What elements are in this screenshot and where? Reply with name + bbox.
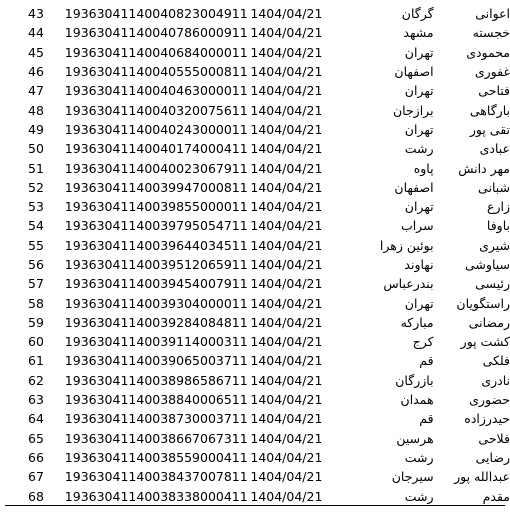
date-cell: 1404/04/21	[250, 160, 323, 176]
tracking-code-cell: 19363041140039855000011	[64, 199, 248, 215]
row-number-cell: 59	[28, 314, 44, 330]
surname-cell: زارع	[486, 199, 510, 215]
table-row	[4, 81, 510, 100]
tracking-code-cell: 19363041140039947000811	[64, 179, 248, 195]
tracking-code-cell: 19363041140040023067911	[64, 160, 248, 176]
date-cell: 1404/04/21	[250, 141, 323, 157]
city-cell: رشت	[404, 141, 434, 157]
tracking-code-cell: 19363041140038559000411	[64, 449, 248, 465]
surname-cell: عبادی	[479, 141, 510, 157]
table-row	[4, 313, 510, 332]
table-row	[4, 236, 510, 255]
city-cell: مبارکه	[400, 314, 434, 330]
row-number-cell: 64	[28, 411, 44, 427]
date-cell: 1404/04/21	[250, 83, 323, 99]
row-number-cell: 53	[28, 199, 44, 215]
city-cell: همدان	[400, 392, 434, 408]
surname-cell: رئیسی	[475, 276, 510, 292]
surname-cell: حضوری	[469, 392, 510, 408]
date-cell: 1404/04/21	[250, 392, 323, 408]
row-number-cell: 63	[28, 392, 44, 408]
table-row	[4, 62, 510, 81]
table-row	[4, 43, 510, 62]
row-number-cell: 56	[28, 257, 44, 272]
date-cell: 1404/04/21	[250, 314, 323, 330]
date-cell: 1404/04/21	[250, 25, 323, 41]
tracking-code-cell: 19363041140039284084811	[64, 314, 248, 330]
city-cell: بندرعباس	[383, 276, 434, 292]
surname-cell: مقدم	[482, 488, 510, 504]
tracking-code-cell: 19363041140040463000011	[64, 83, 248, 99]
date-cell: 1404/04/21	[250, 199, 323, 215]
tracking-code-cell: 19363041140040243000011	[64, 121, 248, 137]
city-cell: سراب	[400, 218, 434, 234]
table-row	[4, 178, 510, 197]
tracking-code-cell: 19363041140040684000011	[64, 44, 248, 60]
row-number-cell: 48	[28, 102, 44, 118]
tracking-code-cell: 19363041140039304000011	[64, 295, 248, 311]
date-cell: 1404/04/21	[250, 295, 323, 311]
date-cell: 1404/04/21	[250, 469, 323, 485]
city-cell: هرسین	[396, 430, 434, 446]
date-cell: 1404/04/21	[250, 218, 323, 234]
date-cell: 1404/04/21	[250, 237, 323, 253]
row-number-cell: 55	[28, 237, 44, 253]
date-cell: 1404/04/21	[250, 372, 323, 388]
table-row	[4, 429, 510, 448]
city-cell: تهران	[404, 199, 434, 215]
row-number-cell: 68	[28, 488, 44, 504]
city-cell: رشت	[404, 449, 434, 465]
table-row	[4, 4, 510, 23]
row-number-cell: 46	[28, 64, 44, 80]
row-number-cell: 51	[28, 160, 44, 176]
row-number-cell: 62	[28, 372, 44, 388]
tracking-code-cell: 19363041140038338000411	[64, 488, 248, 504]
tracking-code-cell: 19363041140040174000411	[64, 141, 248, 157]
city-cell: مشهد	[403, 25, 434, 41]
city-cell: قم	[419, 353, 434, 369]
surname-cell: فتاحی	[478, 83, 510, 99]
surname-cell: فلاحی	[478, 430, 510, 446]
table-row	[4, 351, 510, 370]
city-cell: نهاوند	[404, 257, 434, 272]
row-number-cell: 47	[28, 83, 44, 99]
tracking-code-cell: 19363041140038437007811	[64, 469, 248, 485]
table-row	[4, 274, 510, 293]
city-cell: برازجان	[392, 102, 434, 118]
tracking-code-cell: 19363041140040786000911	[64, 25, 248, 41]
date-cell: 1404/04/21	[250, 179, 323, 195]
city-cell: تهران	[404, 121, 434, 137]
surname-cell: محمودی	[466, 44, 510, 60]
date-cell: 1404/04/21	[250, 488, 323, 504]
city-cell: تهران	[404, 83, 434, 99]
surname-cell: عبدالله پور	[454, 469, 510, 485]
tracking-code-cell: 19363041140039644034511	[64, 237, 248, 253]
city-cell: تهران	[404, 44, 434, 60]
date-cell: 1404/04/21	[250, 430, 323, 446]
tracking-code-cell: 19363041140038730003711	[64, 411, 248, 427]
city-cell: سیرجان	[391, 469, 434, 485]
tracking-code-cell: 19363041140040555000811	[64, 64, 248, 80]
tracking-code-cell: 19363041140038986586711	[64, 372, 248, 388]
surname-cell: غفوری	[474, 64, 510, 80]
date-cell: 1404/04/21	[250, 334, 323, 350]
date-cell: 1404/04/21	[250, 6, 323, 22]
date-cell: 1404/04/21	[250, 411, 323, 427]
city-cell: گرگان	[401, 6, 434, 22]
surname-cell: شبانی	[478, 179, 510, 195]
table-row	[4, 139, 510, 158]
table-row	[4, 371, 510, 390]
surname-cell: سیاوشی	[465, 257, 510, 272]
surname-cell: کشت پور	[460, 334, 510, 350]
table-row	[4, 197, 510, 216]
records-table-body	[4, 4, 510, 506]
city-cell: کرج	[412, 334, 434, 350]
surname-cell: مهر دانش	[458, 160, 510, 176]
row-number-cell: 54	[28, 218, 44, 234]
table-row	[4, 100, 510, 119]
surname-cell: بارگاهی	[469, 102, 510, 118]
table-row	[4, 23, 510, 42]
row-number-cell: 43	[28, 6, 44, 22]
surname-cell: رمضانی	[468, 314, 510, 330]
row-number-cell: 65	[28, 430, 44, 446]
city-cell: رشت	[404, 488, 434, 504]
table-row	[4, 467, 510, 486]
tracking-code-cell: 19363041140039114000311	[64, 334, 248, 350]
surname-cell: فلکی	[482, 353, 510, 369]
date-cell: 1404/04/21	[250, 353, 323, 369]
city-cell: قم	[419, 411, 434, 427]
row-number-cell: 49	[28, 121, 44, 137]
table-row	[4, 448, 510, 467]
surname-cell: رضایی	[475, 449, 510, 465]
date-cell: 1404/04/21	[250, 276, 323, 292]
table-row	[4, 216, 510, 235]
row-number-cell: 57	[28, 276, 44, 292]
row-number-cell: 58	[28, 295, 44, 311]
date-cell: 1404/04/21	[250, 449, 323, 465]
tracking-code-cell: 19363041140040823004911	[64, 6, 248, 22]
records-table	[4, 4, 510, 506]
surname-cell: شیری	[479, 237, 510, 253]
table-row	[4, 293, 510, 312]
row-number-cell: 61	[28, 353, 44, 369]
city-cell: پاوه	[413, 160, 434, 176]
table-row	[4, 158, 510, 177]
surname-cell: خجسته	[472, 25, 510, 41]
table-row	[4, 409, 510, 428]
table-row	[4, 255, 510, 274]
table-row	[4, 120, 510, 139]
surname-cell: تقی پور	[469, 121, 510, 137]
table-row	[4, 486, 510, 505]
row-number-cell: 60	[28, 334, 44, 350]
date-cell: 1404/04/21	[250, 44, 323, 60]
tracking-code-cell: 19363041140040320075611	[64, 102, 248, 118]
tracking-code-cell: 19363041140038667067311	[64, 430, 248, 446]
row-number-cell: 66	[28, 449, 44, 465]
row-number-cell: 44	[28, 25, 44, 41]
city-cell: بوئین زهرا	[379, 237, 434, 253]
tracking-code-cell: 19363041140039795054711	[64, 218, 248, 234]
surname-cell: راستگویان	[456, 295, 510, 311]
table-row	[4, 390, 510, 409]
table-row	[4, 332, 510, 351]
date-cell: 1404/04/21	[250, 102, 323, 118]
tracking-code-cell: 19363041140039065003711	[64, 353, 248, 369]
surname-cell: باوفا	[486, 218, 510, 234]
tracking-code-cell: 19363041140038840006511	[64, 392, 248, 408]
surname-cell: نادری	[481, 372, 510, 388]
city-cell: تهران	[404, 295, 434, 311]
tracking-code-cell: 19363041140039512065911	[64, 257, 248, 272]
surname-cell: حیدرزاده	[464, 411, 510, 427]
city-cell: اصفهان	[394, 179, 434, 195]
row-number-cell: 45	[28, 44, 44, 60]
date-cell: 1404/04/21	[250, 64, 323, 80]
date-cell: 1404/04/21	[250, 121, 323, 137]
surname-cell: اعوانی	[475, 6, 510, 22]
row-number-cell: 50	[28, 141, 44, 157]
row-number-cell: 52	[28, 179, 44, 195]
tracking-code-cell: 19363041140039454007911	[64, 276, 248, 292]
row-number-cell: 67	[28, 469, 44, 485]
date-cell: 1404/04/21	[250, 257, 323, 272]
city-cell: بازرگان	[395, 372, 434, 388]
city-cell: اصفهان	[394, 64, 434, 80]
bottom-rule	[5, 505, 505, 506]
